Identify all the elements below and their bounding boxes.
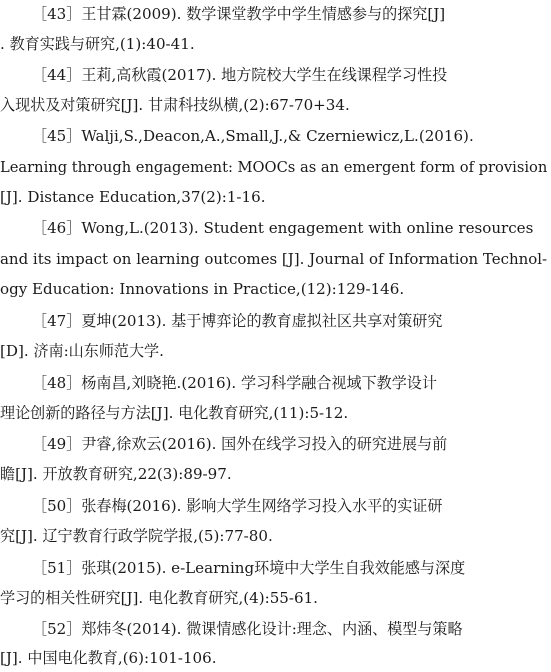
reference-48-line-1: ［48］杨南昌,刘晓艳.(2016). 学习科学融合视域下教学设计: [32, 374, 437, 392]
reference-49-line-1: ［49］尹睿,徐欢云(2016). 国外在线学习投入的研究进展与前: [32, 435, 448, 453]
reference-51-line-2: 学习的相关性研究[J]. 电化教育研究,(4):55-61.: [0, 589, 318, 607]
reference-46-line-2: and its impact on learning outcomes [J]. Journal of Information Technol-: [0, 250, 548, 268]
reference-50-line-1: ［50］张春梅(2016). 影响大学生网络学习投入水平的实证研: [32, 497, 443, 515]
reference-45-line-3: [J]. Distance Education,37(2):1-16.: [0, 188, 266, 206]
reference-45-line-2: Learning through engagement: MOOCs as an emergent form of provision: [0, 158, 548, 176]
reference-47-line-2: [D]. 济南:山东师范大学.: [0, 342, 164, 360]
reference-51-line-1: ［51］张琪(2015). e-Learning环境中大学生自我效能感与深度: [32, 559, 466, 577]
reference-44-line-2: 入现状及对策研究[J]. 甘肃科技纵横,(2):67-70+34.: [0, 96, 350, 114]
reference-52-line-1: ［52］郑炜冬(2014). 微课情感化设计:理念、内涵、模型与策略: [32, 620, 463, 638]
reference-49-line-2: 瞻[J]. 开放教育研究,22(3):89-97.: [0, 465, 232, 483]
reference-48-line-2: 理论创新的路径与方法[J]. 电化教育研究,(11):5-12.: [0, 404, 349, 422]
reference-43-line-1: ［43］王甘霖(2009). 数学课堂教学中学生情感参与的探究[J]: [32, 5, 446, 23]
reference-45-line-1: ［45］Walji,S.,Deacon,A.,Small,J.,& Czerniewicz,L.(2016).: [32, 127, 474, 145]
reference-46-line-3: ogy Education: Innovations in Practice,(12):129-146.: [0, 280, 405, 298]
reference-47-line-1: ［47］夏坤(2013). 基于博弈论的教育虚拟社区共享对策研究: [32, 312, 443, 330]
reference-52-line-2: [J]. 中国电化教育,(6):101-106.: [0, 649, 217, 667]
reference-43-line-2: . 教育实践与研究,(1):40-41.: [0, 35, 195, 53]
reference-44-line-1: ［44］王莉,高秋霞(2017). 地方院校大学生在线课程学习性投: [32, 66, 448, 84]
reference-46-line-1: ［46］Wong,L.(2013). Student engagement with online resources: [32, 219, 534, 237]
reference-50-line-2: 究[J]. 辽宁教育行政学院学报,(5):77-80.: [0, 527, 273, 545]
